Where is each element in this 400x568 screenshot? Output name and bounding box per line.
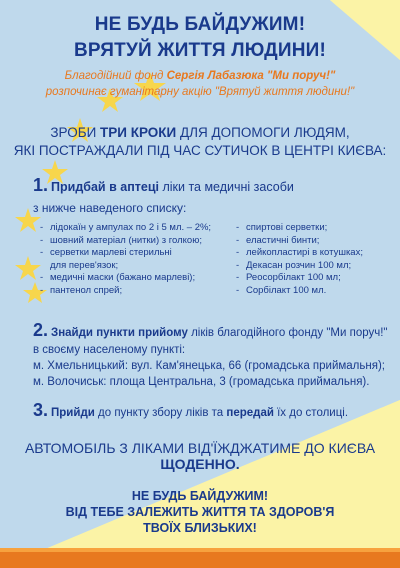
list-item-text: лідокаїн у ампулах по 2 і 5 мл. – 2%; — [50, 222, 212, 233]
closing-line-1: НЕ БУДЬ БАЙДУЖИМ! — [131, 489, 269, 503]
auto-bold: ЩОДЕННО. — [160, 456, 240, 472]
step-bold: Знайди пункти прийому — [51, 327, 188, 339]
list-item: - Декасан розчин 100 мл; — [236, 259, 352, 271]
auto-text: АВТОМОБІЛЬ З ЛІКАМИ ВІД'ЇЖДЖАТИМЕ ДО КИЄВА — [24, 440, 376, 456]
list-item — [40, 260, 220, 273]
list-item-text: спиртові серветки; — [246, 222, 328, 233]
step-1-right-list — [236, 222, 386, 297]
step-bold: Придбай в аптеці — [51, 180, 159, 194]
closing-line-2: ВІД ТЕБЕ ЗАЛЕЖИТЬ ЖИТТЯ ТА ЗДОРОВ'Я — [65, 505, 335, 519]
list-item-text: серветки марлеві стерильні — [50, 247, 172, 258]
step-2-heading — [33, 320, 388, 341]
step-bold: Прийди — [51, 407, 95, 419]
step-number: 3. — [33, 400, 49, 420]
step-2-line-2: в своєму населеному пункті: — [33, 344, 186, 356]
title-line-2: ВРЯТУЙ ЖИТТЯ ЛЮДИНИ! — [73, 40, 326, 61]
step-1-line-2: з нижче наведеного списку: — [33, 201, 187, 215]
list-item: - серветки марлеві стерильні — [40, 247, 172, 258]
intro-text-post: ДЛЯ ДОПОМОГИ ЛЮДЯМ, — [176, 125, 350, 140]
step-3-heading — [33, 400, 348, 421]
intro-bold: ТРИ КРОКИ — [100, 125, 177, 140]
subtitle-line-2: розпочинає гуманітарну акцію "Врятуй життя людини!" — [45, 86, 355, 98]
intro-line-1 — [0, 125, 400, 140]
list-item-text: Сорбілакт 100 мл. — [246, 284, 327, 296]
list-item: - медичні маски (бажано марлеві); — [40, 272, 196, 283]
intro-text: ЗРОБИ — [50, 125, 101, 140]
list-item: - шовний матеріал (нитки) з голкою; — [40, 234, 202, 246]
step-1-heading — [33, 175, 294, 196]
list-item: - лейкопластирі в котушках; — [236, 247, 363, 258]
step-text-end: їх до столиці. — [273, 407, 349, 419]
list-item: - пантенол спрей; — [40, 284, 123, 296]
step-number: 1. — [33, 175, 49, 195]
list-item: - еластичні бинти; — [236, 234, 320, 246]
auto-line — [0, 440, 400, 472]
subtitle-text: Благодійний фонд — [64, 70, 167, 82]
step-number: 2. — [33, 320, 49, 340]
list-item: - спиртові серветки; — [236, 222, 328, 233]
step-2-line-4: м. Волочиськ: площа Центральна, 3 (громадська приймальня). — [33, 376, 370, 388]
list-item-text: для перев'язок; — [50, 259, 119, 271]
step-text: ліків благодійного фонду "Ми поруч!" — [187, 327, 388, 339]
step-text: ліки та медичні засоби — [158, 180, 294, 194]
list-item-text: еластичні бинти; — [246, 234, 320, 246]
step-bold-2: передай — [226, 407, 274, 419]
title-line-1: НЕ БУДЬ БАЙДУЖИМ! — [94, 14, 306, 35]
step-1-left-list — [40, 222, 220, 297]
closing-line-3: ТВОЇХ БЛИЗЬКИХ! — [143, 521, 257, 535]
step-2-line-3: м. Хмельницький: вул. Кам'янецька, 66 (громадська приймальня); — [33, 360, 385, 372]
list-item: - Реосорбілакт 100 мл; — [236, 272, 341, 283]
bottom-stripe — [0, 552, 400, 568]
list-item: - Сорбілакт 100 мл. — [236, 284, 327, 296]
list-item-text: лейкопластирі в котушках; — [246, 247, 363, 258]
list-item-text: Реосорбілакт 100 мл; — [246, 272, 341, 283]
step-text: до пункту збору ліків та — [94, 407, 227, 419]
intro-line-2: ЯКІ ПОСТРАЖДАЛИ ПІД ЧАС СУТИЧОК В ЦЕНТРІ КИЄВА: — [13, 143, 387, 158]
subtitle-line-1 — [0, 70, 400, 82]
list-item-text: Декасан розчин 100 мл; — [246, 259, 352, 271]
list-item-text: медичні маски (бажано марлеві); — [50, 272, 196, 283]
list-item: - лідокаїн у ампулах по 2 і 5 мл. – 2%; — [40, 222, 212, 233]
list-item-text: пантенол спрей; — [50, 284, 123, 296]
subtitle-bold: Сергія Лабазюка "Ми поруч!" — [166, 70, 336, 82]
list-item-text: шовний матеріал (нитки) з голкою; — [50, 234, 202, 246]
